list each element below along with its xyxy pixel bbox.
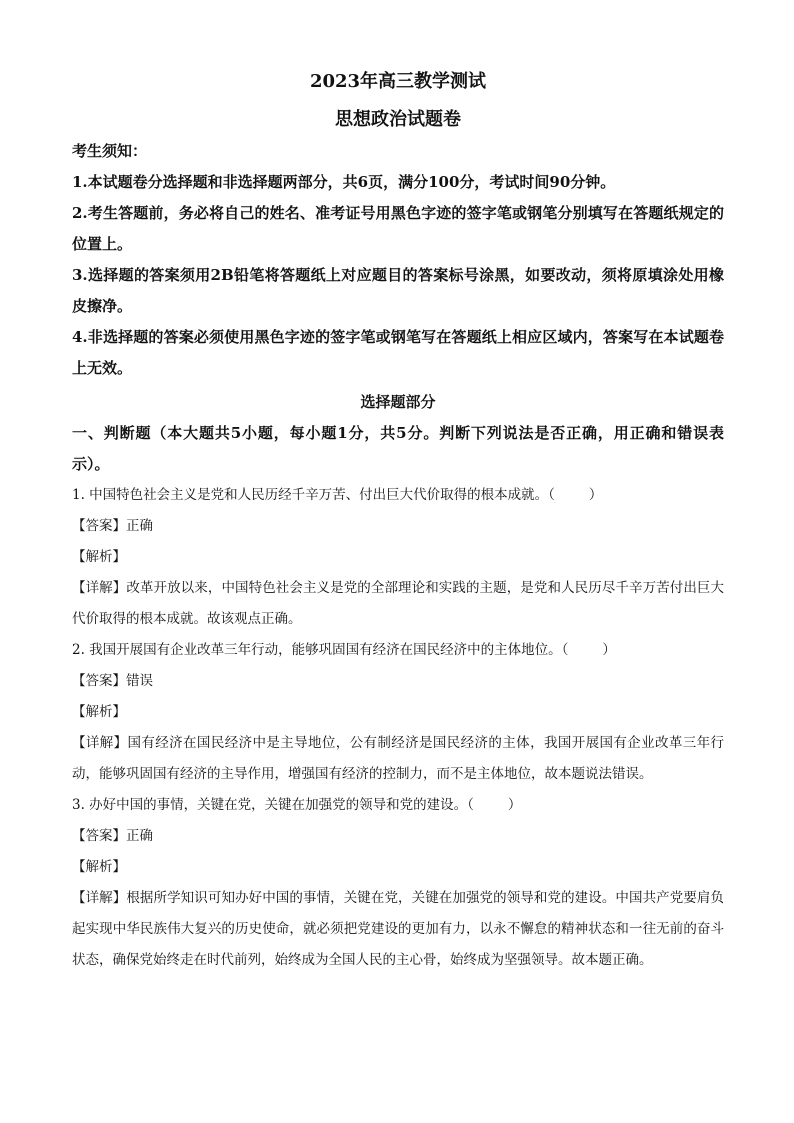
analysis-label: 【解析】 <box>72 859 126 875</box>
question-2-close: ） <box>602 642 616 658</box>
notice-item-1: 1.本试题卷分选择题和非选择题两部分，共6页，满分100分，考试时间90分钟。 <box>72 173 616 191</box>
notice-heading: 考生须知： <box>72 142 148 160</box>
question-1-detail <box>72 573 724 635</box>
question-1-analysis <box>72 542 724 573</box>
question-3-analysis <box>72 852 724 883</box>
page-subtitle: 思想政治试题卷 <box>335 109 461 130</box>
question-2-text: 2. 我国开展国有企业改革三年行动，能够巩固国有经济在国民经济中的主体地位。（ <box>72 642 569 658</box>
answer-label: 【答案】 <box>72 673 126 689</box>
question-1-answer <box>72 511 724 542</box>
question-3-answer <box>72 821 724 852</box>
section-title: 选择题部分 <box>360 393 436 411</box>
question-3-close: ） <box>507 797 522 813</box>
analysis-label: 【解析】 <box>72 549 126 565</box>
exam-page <box>72 68 724 976</box>
detail-text: 根据所学知识可知办好中国的事情，关键在党，关键在加强党的领导和党的建设。中国共产党要肩负起实现中华民族伟大复兴的历史使命，就必须把党建设的更加有力，以永不懈怠的精神状态和一往无前的奋斗状态，确保党始终走在时代前列，始终成为全国人民的主心骨，始终成为坚强领导。故本题正确。 <box>72 890 725 968</box>
question-3-detail <box>72 883 724 976</box>
detail-text: 国有经济在国民经济中是主导地位，公有制经济是国民经济的主体，我国开展国有企业改革三年行动，能够巩固国有经济的主导作用，增强国有经济的控制力，而不是主体地位，故本题说法错误。 <box>72 735 725 782</box>
detail-text: 改革开放以来，中国特色社会主义是党的全部理论和实践的主题，是党和人民历尽千辛万苦付出巨大代价取得的根本成就。故该观点正确。 <box>72 580 725 627</box>
answer-value: 正确 <box>126 828 153 844</box>
question-1-text: 1. 中国特色社会主义是党和人民历经千辛万苦、付出巨大代价取得的根本成就。（ <box>72 487 555 503</box>
detail-label: 【详解】 <box>72 580 127 596</box>
question-3-text: 3. 办好中国的事情，关键在党，关键在加强党的领导和党的建设。（ <box>72 797 474 813</box>
question-2-analysis <box>72 697 724 728</box>
notice-item-2: 2.考生答题前，务必将自己的姓名、准考证号用黑色字迹的签字笔或钢笔分别填写在答题纸规定的位置上。 <box>72 204 724 253</box>
analysis-label: 【解析】 <box>72 704 126 720</box>
detail-label: 【详解】 <box>72 890 127 906</box>
answer-value: 错误 <box>126 673 153 689</box>
question-1-close: ） <box>588 487 603 503</box>
part-title: 一、判断题（本大题共5小题，每小题1分，共5分。判断下列说法是否正确，用正确和错误表示）。 <box>72 424 724 473</box>
question-2-answer <box>72 666 724 697</box>
question-1-stem <box>72 480 724 511</box>
page-title: 2023年高三教学测试 <box>309 71 487 92</box>
notice-item-4: 4.非选择题的答案必须使用黑色字迹的签字笔或钢笔写在答题纸上相应区域内，答案写在本试题卷上无效。 <box>72 328 724 377</box>
answer-value: 正确 <box>126 518 153 534</box>
notice-item-3: 3.选择题的答案须用2B铅笔将答题纸上对应题目的答案标号涂黑，如要改动，须将原填涂处用橡皮擦净。 <box>72 266 724 315</box>
question-2-stem <box>72 635 724 666</box>
answer-label: 【答案】 <box>72 828 126 844</box>
answer-label: 【答案】 <box>72 518 126 534</box>
detail-label: 【详解】 <box>72 735 128 751</box>
question-2-detail <box>72 728 724 790</box>
question-3-stem <box>72 790 724 821</box>
